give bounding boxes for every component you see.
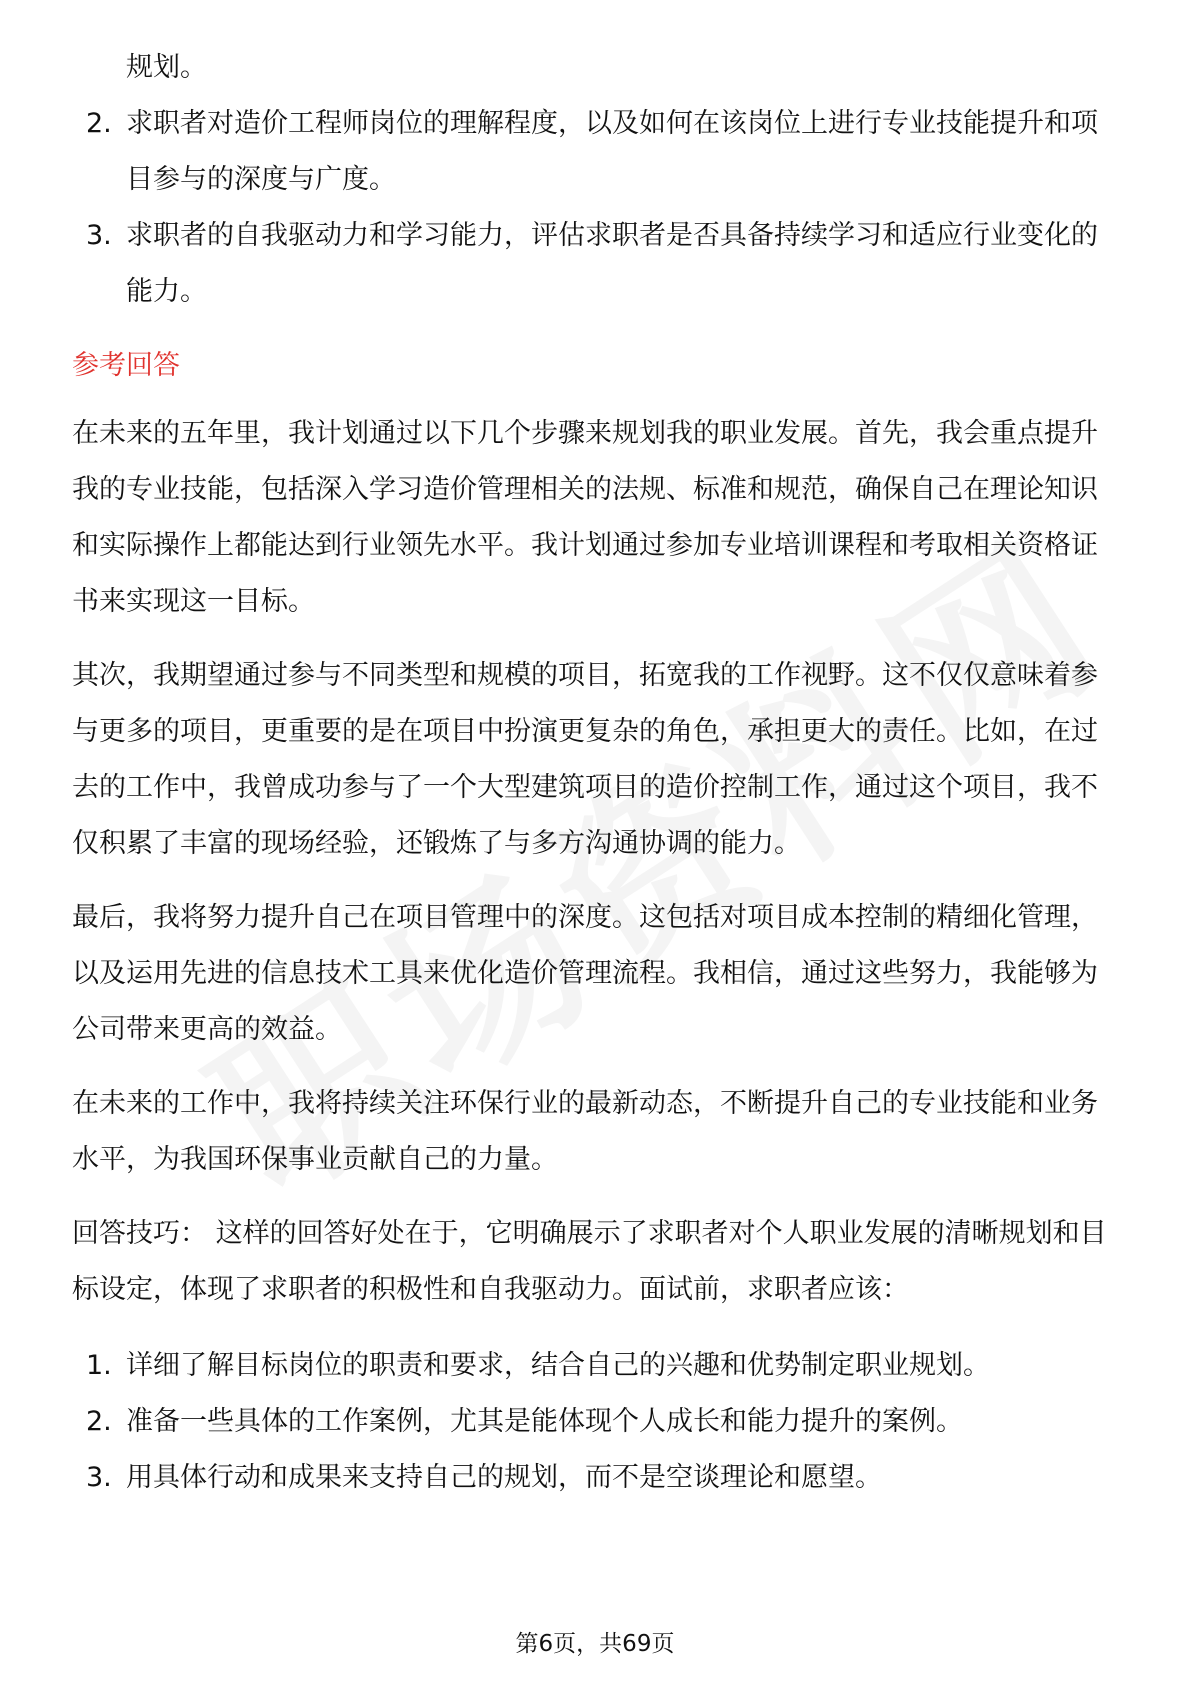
list-item-number: 3. xyxy=(86,1462,112,1493)
list-item-number: 2. xyxy=(86,108,112,139)
list-item-text: 准备一些具体的工作案例，尤其是能体现个人成长和能力提升的案例。 xyxy=(126,1406,963,1437)
page-number: 第6页，共69页 xyxy=(515,1631,675,1657)
list-item-continuation: 规划。 xyxy=(126,52,207,83)
paragraph: 最后，我将努力提升自己在项目管理中的深度。这包括对项目成本控制的精细化管理，以及运用先进的信息技术工具来优化造价管理流程。我相信，通过这些努力，我能够为公司带来更高的效益。 xyxy=(72,902,1098,1045)
list-item-text: 详细了解目标岗位的职责和要求，结合自己的兴趣和优势制定职业规划。 xyxy=(126,1350,990,1381)
page-content xyxy=(72,40,1122,1506)
list-item xyxy=(72,1338,1122,1394)
list-item xyxy=(72,96,1122,208)
paragraph: 其次，我期望通过参与不同类型和规模的项目，拓宽我的工作视野。这不仅仅意味着参与更多的项目，更重要的是在项目中扮演更复杂的角色，承担更大的责任。比如，在过去的工作中，我曾成功参与了一个大型建筑项目的造价控制工作，通过这个项目，我不仅积累了丰富的现场经验，还锻炼了与多方沟通协调的能力。 xyxy=(72,660,1098,859)
list-item-number: 1. xyxy=(86,1350,112,1381)
list-item xyxy=(72,1450,1122,1506)
list-item xyxy=(72,208,1122,320)
section-heading: 参考回答 xyxy=(72,350,180,381)
paragraph: 在未来的工作中，我将持续关注环保行业的最新动态，不断提升自己的专业技能和业务水平，为我国环保事业贡献自己的力量。 xyxy=(72,1088,1098,1175)
tips-list xyxy=(72,1338,1122,1506)
list-item-text: 用具体行动和成果来支持自己的规划，而不是空谈理论和愿望。 xyxy=(126,1462,882,1493)
answer-tips-paragraph: 回答技巧： 这样的回答好处在于，它明确展示了求职者对个人职业发展的清晰规划和目标设定，体现了求职者的积极性和自我驱动力。面试前，求职者应该： xyxy=(72,1218,1107,1305)
paragraph: 在未来的五年里，我计划通过以下几个步骤来规划我的职业发展。首先，我会重点提升我的专业技能，包括深入学习造价管理相关的法规、标准和规范，确保自己在理论知识和实际操作上都能达到行业领先水平。我计划通过参加专业培训课程和考取相关资格证书来实现这一目标。 xyxy=(72,418,1098,617)
list-item-number: 2. xyxy=(86,1406,112,1437)
evaluation-points-list xyxy=(72,96,1122,320)
list-item-text: 求职者对造价工程师岗位的理解程度，以及如何在该岗位上进行专业技能提升和项目参与的深度与广度。 xyxy=(126,108,1098,195)
list-item-number: 3. xyxy=(86,220,112,251)
list-item xyxy=(72,1394,1122,1450)
list-item-text: 求职者的自我驱动力和学习能力，评估求职者是否具备持续学习和适应行业变化的能力。 xyxy=(126,220,1098,307)
